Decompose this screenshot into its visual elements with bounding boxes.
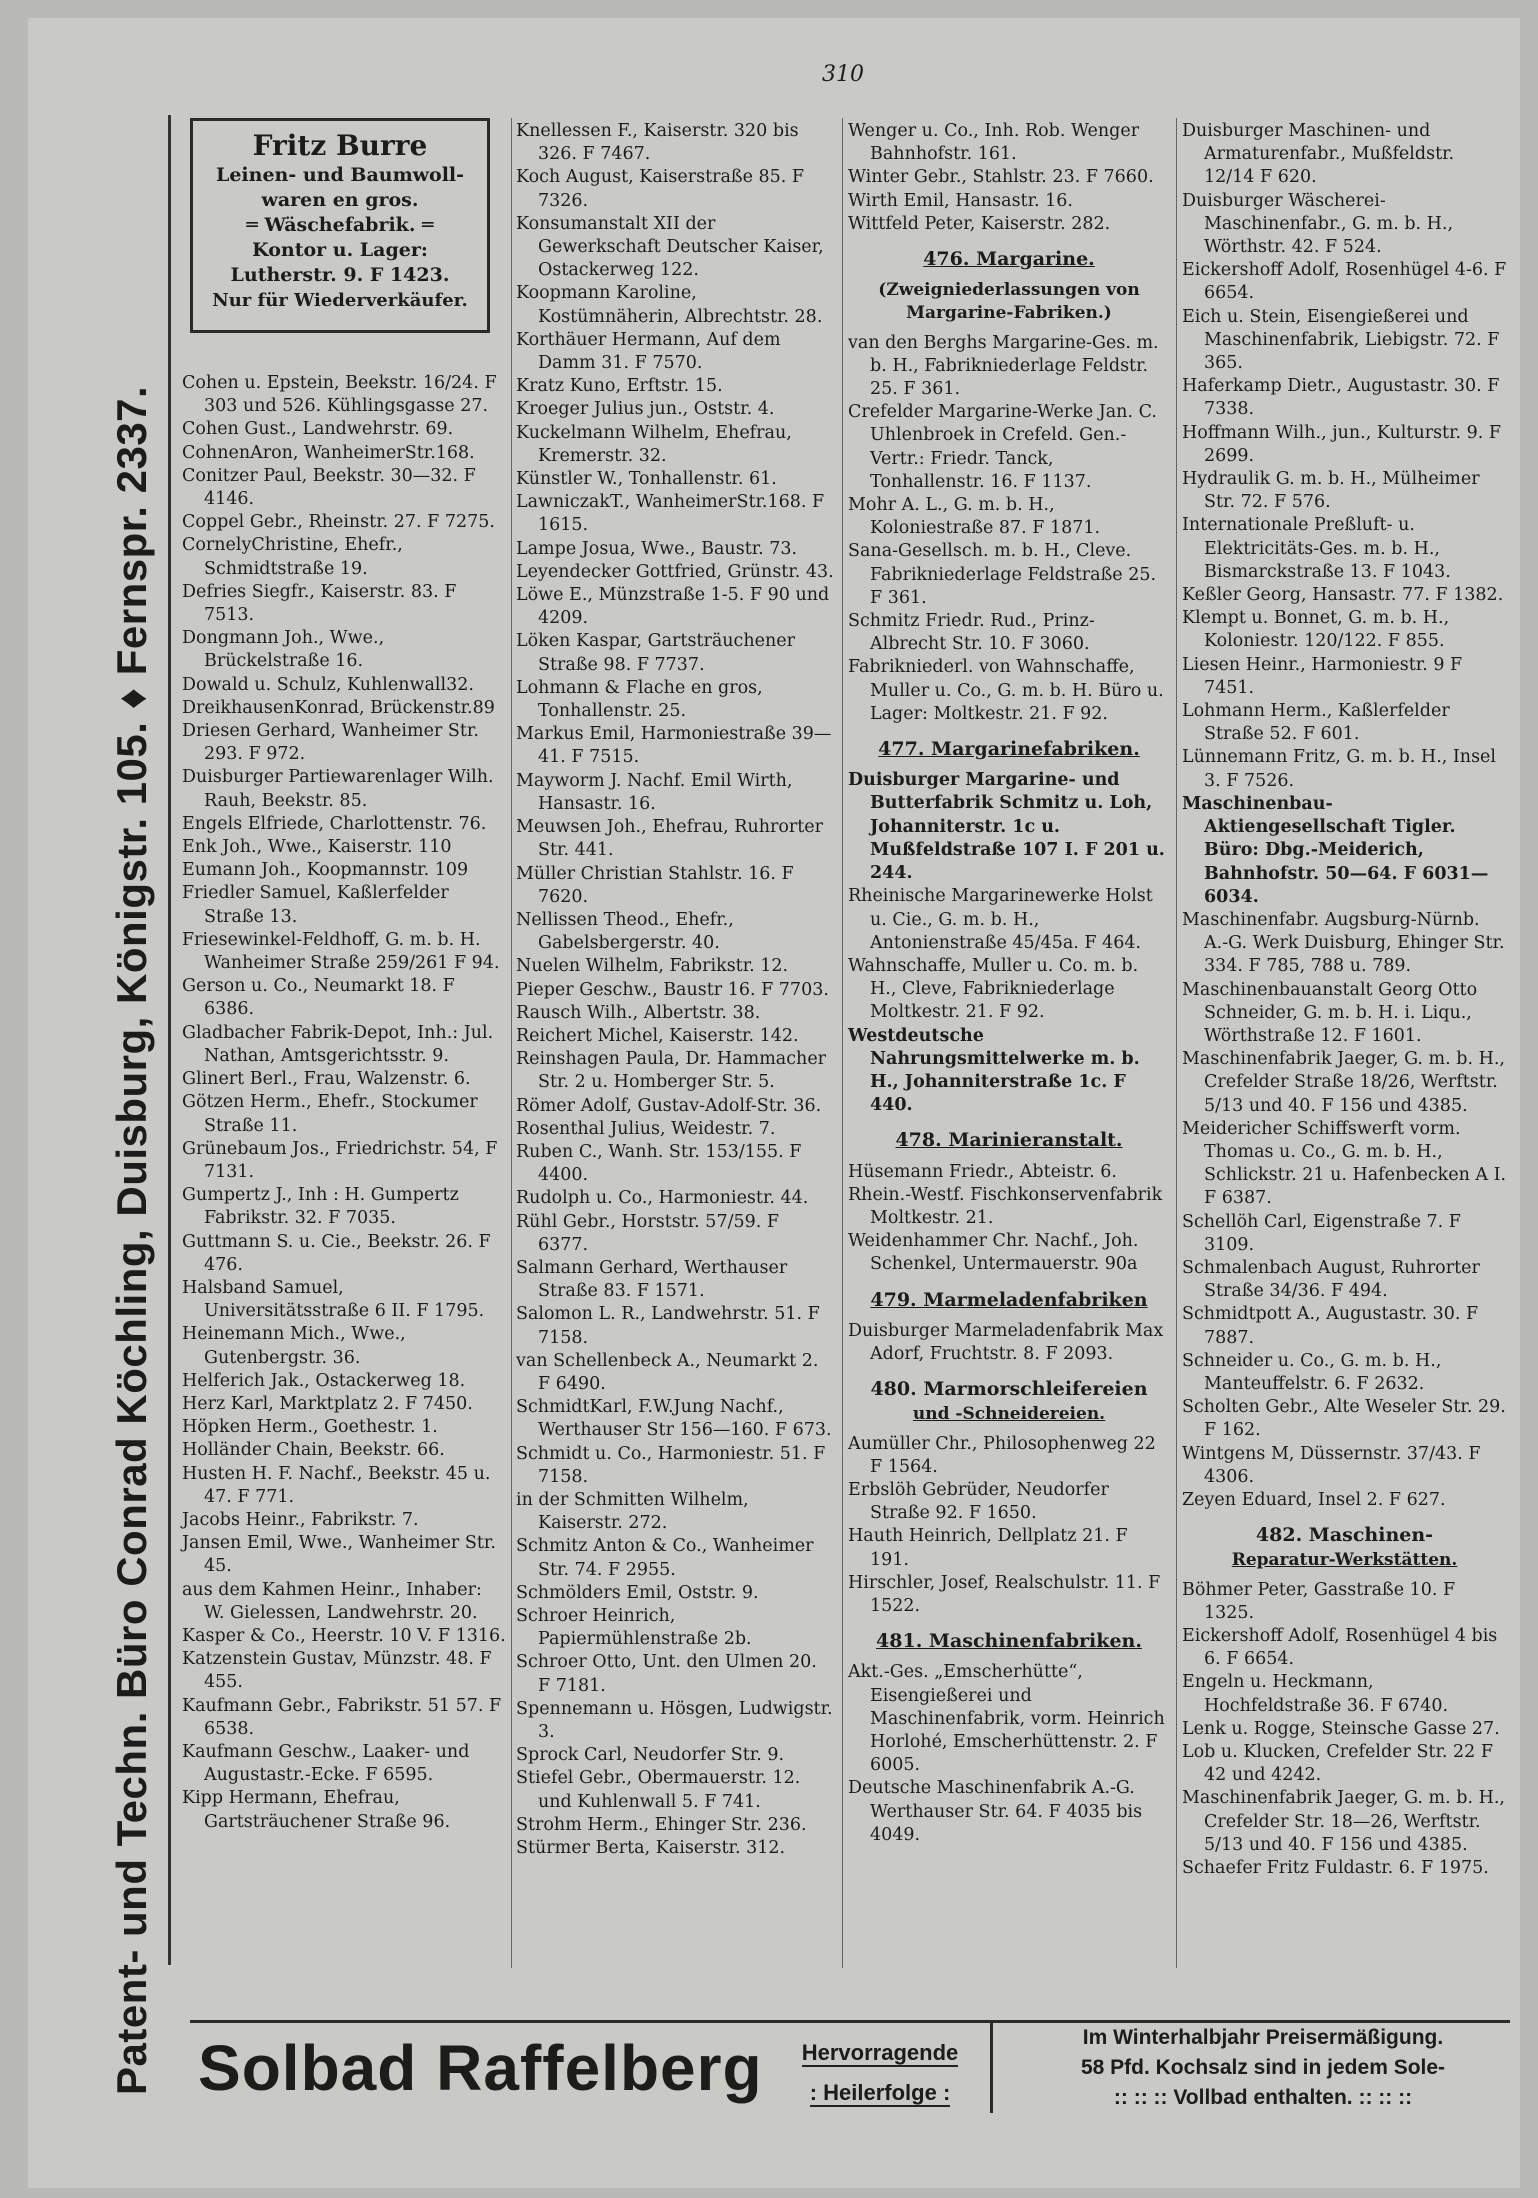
list-item: Sana-Gesellsch. m. b. H., Cleve. Fabrikniederlage Feldstraße 25. F 361. bbox=[848, 541, 1157, 608]
list-item: Glinert Berl., Frau, Walzenstr. 6. bbox=[182, 1069, 471, 1090]
entry-list bbox=[1182, 120, 1507, 1512]
section-heading-481: 481. Maschinenfabriken. bbox=[876, 1630, 1142, 1653]
list-item: Schneider u. Co., G. m. b. H., Manteuffelstr. 6. F 2632. bbox=[1182, 1350, 1442, 1394]
list-item: Duisburger Marmeladenfabrik Max Adorf, Fruchtstr. 8. F 2093. bbox=[848, 1320, 1164, 1364]
list-item: Löken Kaspar, Gartsträuchener Straße 98. F 7737. bbox=[516, 631, 795, 675]
list-item: Römer Adolf, Gustav-Adolf-Str. 36. bbox=[516, 1095, 822, 1116]
list-item: DreikhausenKonrad, Brückenstr.89 bbox=[182, 697, 495, 718]
list-item: Duisburger Margarine- und Butterfabrik Schmitz u. Loh, Johanniterstr. 1c u. Mußfeldstraße 107 I. F 201 u. 244. bbox=[848, 770, 1165, 884]
list-item: Rhein.-Westf. Fischkonservenfabrik Moltkestr. 21. bbox=[848, 1184, 1163, 1228]
list-item: Crefelder Margarine-Werke Jan. C. Uhlenbroek in Crefeld. Gen.-Vertr.: Friedr. Tanck, Tonhallenstr. 16. F 1137. bbox=[848, 402, 1157, 492]
list-item: Lob u. Klucken, Crefelder Str. 22 F 42 und 4242. bbox=[1182, 1742, 1494, 1786]
list-item: Duisburger Partiewarenlager Wilh. Rauh, Beekstr. 85. bbox=[182, 767, 494, 811]
entry-list bbox=[848, 332, 1170, 726]
list-item: CohnenAron, WanheimerStr.168. bbox=[182, 442, 475, 463]
list-item: Hüsemann Friedr., Abteistr. 6. bbox=[848, 1161, 1117, 1182]
entry-list bbox=[848, 1433, 1170, 1619]
list-item: Maschinenbau-Aktiengesellschaft Tigler. Büro: Dbg.-Meiderich, Bahnhofstr. 50—64. F 6031—6034. bbox=[1182, 793, 1489, 907]
list-item: Holländer Chain, Beekstr. 66. bbox=[182, 1440, 445, 1461]
list-item: Ruben C., Wanh. Str. 153/155. F 4400. bbox=[516, 1141, 802, 1186]
list-item: Conitzer Paul, Beekstr. 30—32. F 4146. bbox=[182, 465, 476, 510]
list-item: Kasper & Co., Heerstr. 10 V. F 1316. bbox=[182, 1625, 506, 1646]
list-item: Weidenhammer Chr. Nachf., Joh. Schenkel, Untermauerstr. 90a bbox=[848, 1231, 1139, 1275]
list-item: Cohen Gust., Landwehrstr. 69. bbox=[182, 419, 454, 440]
list-item: Meuwsen Joh., Ehefrau, Ruhrorter Str. 441. bbox=[516, 817, 824, 861]
list-item: Lohmann Herm., Kaßlerfelder Straße 52. F 601. bbox=[1182, 701, 1450, 745]
list-item: Lampe Josua, Wwe., Baustr. 73. bbox=[516, 538, 798, 559]
side-divider bbox=[168, 115, 171, 1965]
list-item: Hoffmann Wilh., jun., Kulturstr. 9. F 2699. bbox=[1182, 422, 1502, 466]
list-item: Stiefel Gebr., Obermauerstr. 12. und Kuhlenwall 5. F 741. bbox=[516, 1768, 801, 1812]
list-item: Sprock Carl, Neudorfer Str. 9. bbox=[516, 1745, 785, 1766]
page-number: 310 bbox=[822, 62, 864, 87]
list-item: Reinshagen Paula, Dr. Hammacher Str. 2 u. Homberger Str. 5. bbox=[516, 1049, 827, 1093]
list-item: Aumüller Chr., Philosophenweg 22 F 1564. bbox=[848, 1433, 1156, 1477]
list-item: Mohr A. L., G. m. b. H., Koloniestraße 87. F 1871. bbox=[848, 495, 1101, 539]
ad-name: Fritz Burre bbox=[252, 129, 428, 162]
column-1 bbox=[182, 372, 507, 1834]
list-item: Keßler Georg, Hansastr. 77. F 1382. bbox=[1182, 585, 1504, 606]
list-item: Rosenthal Julius, Weidestr. 7. bbox=[516, 1118, 776, 1139]
list-item: Husten H. F. Nachf., Beekstr. 45 u. 47. F 771. bbox=[182, 1463, 491, 1507]
list-item: Hydraulik G. m. b. H., Mülheimer Str. 72. F 576. bbox=[1182, 469, 1480, 513]
list-item: Internationale Preßluft- u. Elektricitäts-Ges. m. b. H., Bismarckstraße 13. F 1043. bbox=[1182, 515, 1451, 582]
list-item: Götzen Herm., Ehefr., Stockumer Straße 11. bbox=[182, 1092, 478, 1136]
list-item: Mayworm J. Nachf. Emil Wirth, Hansastr. 16. bbox=[516, 770, 793, 814]
list-item: Liesen Heinr., Harmoniestr. 9 F 7451. bbox=[1182, 654, 1463, 698]
list-item: Zeyen Eduard, Insel 2. F 627. bbox=[1182, 1489, 1446, 1510]
ad-right-line: 58 Pfd. Kochsalz sind in jedem Sole- bbox=[1080, 2056, 1446, 2079]
list-item: Herz Karl, Marktplatz 2. F 7450. bbox=[182, 1393, 473, 1414]
list-item: Jacobs Heinr., Fabrikstr. 7. bbox=[182, 1509, 419, 1530]
section-heading-479: 479. Marmeladenfabriken bbox=[870, 1288, 1148, 1311]
list-item: Heinemann Mich., Wwe., Gutenbergstr. 36. bbox=[182, 1324, 406, 1368]
solbad-title: Solbad Raffelberg bbox=[198, 2032, 763, 2104]
list-item: Müller Christian Stahlstr. 16. F 7620. bbox=[516, 863, 794, 907]
ad-mid-line: Hervorragende bbox=[801, 2040, 959, 2065]
list-item: Scholten Gebr., Alte Weseler Str. 29. F 162. bbox=[1182, 1397, 1506, 1441]
section-heading-482: 482. Maschinen- bbox=[1255, 1524, 1434, 1547]
list-item: Wintgens M, Düssernstr. 37/43. F 4306. bbox=[1182, 1443, 1481, 1487]
list-item: Guttmann S. u. Cie., Beekstr. 26. F 476. bbox=[182, 1231, 491, 1275]
ad-line: Leinen- und Baumwoll- bbox=[215, 164, 465, 186]
list-item: Knellessen F., Kaiserstr. 320 bis 326. F 7467. bbox=[516, 121, 799, 165]
list-item: Engels Elfriede, Charlottenstr. 76. bbox=[182, 813, 487, 834]
list-item: Wirth Emil, Hansastr. 16. bbox=[848, 190, 1073, 211]
list-item: Cohen u. Epstein, Beekstr. 16/24. F 303 und 526. Kühlingsgasse 27. bbox=[182, 373, 497, 417]
list-item: Maschinenfabr. Augsburg-Nürnb. A.-G. Werk Duisburg, Ehinger Str. 334. F 785, 788 u. 789. bbox=[1182, 909, 1505, 977]
list-item: Kroeger Julius jun., Oststr. 4. bbox=[516, 399, 775, 420]
list-item: Schmölders Emil, Oststr. 9. bbox=[516, 1582, 759, 1603]
list-item: CornelyChristine, Ehefr., Schmidtstraße 19. bbox=[182, 535, 403, 579]
list-item: Schmitz Anton & Co., Wanheimer Str. 74. F 2955. bbox=[516, 1536, 814, 1580]
list-item: Duisburger Wäscherei-Maschinenfabr., G. m. b. H., Wörthstr. 42. F 524. bbox=[1182, 190, 1454, 258]
list-item: Schellöh Carl, Eigenstraße 7. F 3109. bbox=[1182, 1211, 1461, 1255]
list-item: Maschinenfabrik Jaeger, G. m. b. H., Crefelder Straße 18/26, Werftstr. 5/13 und 40. F 156 und 4385. bbox=[1182, 1049, 1505, 1116]
list-item: Grünebaum Jos., Friedrichstr. 54, F 7131. bbox=[182, 1138, 498, 1182]
list-item: Kratz Kuno, Erftstr. 15. bbox=[516, 376, 723, 397]
list-item: Coppel Gebr., Rheinstr. 27. F 7275. bbox=[182, 512, 495, 533]
list-item: Driesen Gerhard, Wanheimer Str. 293. F 972. bbox=[182, 721, 479, 765]
list-item: Meidericher Schiffswerft vorm. Thomas u. Co., G. m. b. H., Schlickstr. 21 u. Hafenbecken A I. F 6387. bbox=[1182, 1118, 1507, 1209]
list-item: Korthäuer Hermann, Auf dem Damm 31. F 7570. bbox=[516, 329, 781, 374]
list-item: Markus Emil, Harmoniestraße 39—41. F 7515. bbox=[516, 724, 832, 768]
list-item: Wittfeld Peter, Kaiserstr. 282. bbox=[848, 213, 1111, 234]
section-heading-477: 477. Margarinefabriken. bbox=[878, 738, 1140, 761]
list-item: Kipp Hermann, Ehefrau, Gartsträuchener Straße 96. bbox=[182, 1788, 451, 1832]
list-item: Erbslöh Gebrüder, Neudorfer Straße 92. F 1650. bbox=[848, 1479, 1109, 1524]
ad-right-line: :: :: :: Vollbad enthalten. :: :: :: bbox=[1113, 2086, 1413, 2109]
list-item: van Schellenbeck A., Neumarkt 2. F 6490. bbox=[516, 1350, 819, 1394]
entry-list bbox=[1182, 1579, 1507, 1881]
section-subheading-480: und -Schneidereien. bbox=[912, 1404, 1106, 1425]
list-item: Haferkamp Dietr., Augustastr. 30. F 7338. bbox=[1182, 376, 1500, 420]
list-item: Stürmer Berta, Kaiserstr. 312. bbox=[516, 1838, 786, 1859]
list-item: Reichert Michel, Kaiserstr. 142. bbox=[516, 1025, 799, 1046]
list-item: Lenk u. Rogge, Steinsche Gasse 27. bbox=[1182, 1718, 1500, 1739]
entry-list bbox=[848, 1661, 1170, 1847]
ad-line: waren en gros. bbox=[261, 189, 419, 211]
list-item: Friesewinkel-Feldhoff, G. m. b. H. Wanheimer Straße 259/261 F 94. bbox=[182, 929, 500, 974]
list-item: Lohmann & Flache en gros, Tonhallenstr. 25. bbox=[516, 677, 763, 722]
section-heading-478: 478. Marinieranstalt. bbox=[895, 1129, 1123, 1152]
column-2 bbox=[516, 120, 834, 1860]
list-item: Gerson u. Co., Neumarkt 18. F 6386. bbox=[182, 976, 455, 1020]
ad-middle-text bbox=[790, 2033, 970, 2113]
side-banner: Patent- und Techn. Büro Conrad Köchling, Duisburg, Königstr. 105. ♦ Fernspr. 2337. bbox=[108, 385, 155, 2095]
list-item: Rühl Gebr., Horststr. 57/59. F 6377. bbox=[516, 1211, 780, 1255]
list-item: Schaefer Fritz Fuldastr. 6. F 1975. bbox=[1182, 1858, 1489, 1879]
list-item: Künstler W., Tonhallenstr. 61. bbox=[516, 469, 777, 490]
list-item: Fabrikniederl. von Wahnschaffe, Muller u. Co., G. m. b. H. Büro u. Lager: Moltkestr. 21. F 92. bbox=[848, 657, 1164, 724]
list-item: Schmidt u. Co., Harmoniestr. 51. F 7158. bbox=[516, 1443, 826, 1487]
entry-list bbox=[848, 1161, 1170, 1277]
list-item: Gladbacher Fabrik-Depot, Inh.: Jul. Nathan, Amtsgerichtsstr. 9. bbox=[182, 1022, 494, 1066]
ad-line: Nur für Wiederverkäufer. bbox=[212, 290, 468, 311]
list-item: Rheinische Margarinewerke Holst u. Cie., G. m. b. H., Antonienstraße 45/45a. F 464. bbox=[848, 886, 1153, 953]
list-item: Eich u. Stein, Eisengießerei und Maschinenfabrik, Liebigstr. 72. F 365. bbox=[1182, 306, 1500, 374]
list-item: Gumpertz J., Inh : H. Gumpertz Fabrikstr. 32. F 7035. bbox=[182, 1185, 459, 1229]
list-item: aus dem Kahmen Heinr., Inhaber: W. Gielessen, Landwehrstr. 20. bbox=[182, 1579, 482, 1623]
list-item: Friedler Samuel, Kaßlerfelder Straße 13. bbox=[182, 883, 449, 927]
ad-line: Kontor u. Lager: bbox=[252, 239, 428, 261]
ad-box-burre bbox=[190, 118, 490, 333]
ad-mid-line: : Heilerfolge : bbox=[809, 2080, 951, 2105]
list-item: in der Schmitten Wilhelm, Kaiserstr. 272. bbox=[516, 1489, 749, 1534]
list-item: Nellissen Theod., Ehefr., Gabelsbergerstr. 40. bbox=[516, 909, 734, 954]
list-item: Eumann Joh., Koopmannstr. 109 bbox=[182, 860, 469, 881]
column-3 bbox=[848, 120, 1170, 1847]
ad-right-text bbox=[990, 2023, 1523, 2113]
list-item: Akt.-Ges. „Emscherhütte“, Eisengießerei und Maschinenfabrik, vorm. Heinrich Horlohé, Emscherhüttenstr. 2. F 6005. bbox=[848, 1662, 1165, 1776]
list-item: Salmann Gerhard, Werthauser Straße 83. F 1571. bbox=[516, 1257, 788, 1302]
list-item: Schroer Otto, Unt. den Ulmen 20. F 7181. bbox=[516, 1652, 817, 1696]
list-item: Salomon L. R., Landwehrstr. 51. F 7158. bbox=[516, 1304, 820, 1348]
list-item: Helferich Jak., Ostackerweg 18. bbox=[182, 1370, 466, 1391]
ad-line: Lutherstr. 9. F 1423. bbox=[230, 264, 450, 286]
entry-list bbox=[848, 120, 1170, 236]
list-item: Lünnemann Fritz, G. m. b. H., Insel 3. F 7526. bbox=[1182, 747, 1497, 791]
list-item: Deutsche Maschinenfabrik A.-G. Werthauser Str. 64. F 4035 bis 4049. bbox=[848, 1778, 1143, 1845]
list-item: Eickershoff Adolf, Rosenhügel 4-6. F 6654. bbox=[1182, 260, 1507, 304]
list-item: Jansen Emil, Wwe., Wanheimer Str. 45. bbox=[182, 1533, 496, 1577]
list-item: Westdeutsche Nahrungsmittelwerke m. b. H., Johanniterstraße 1c. F 440. bbox=[848, 1025, 1140, 1116]
list-item: Schroer Heinrich, Papiermühlenstraße 2b. bbox=[516, 1606, 752, 1650]
entry-list bbox=[848, 769, 1170, 1117]
section-subheading-476: (Zweigniederlassungen von Margarine-Fabriken.) bbox=[878, 280, 1140, 324]
list-item: Duisburger Maschinen- und Armaturenfabr., Mußfeldstr. 12/14 F 620. bbox=[1182, 121, 1455, 188]
list-item: SchmidtKarl, F.W.Jung Nachf., Werthauser Str 156—160. F 673. bbox=[516, 1397, 832, 1441]
list-item: Halsband Samuel, Universitätsstraße 6 II. F 1795. bbox=[182, 1277, 485, 1322]
list-item: Nuelen Wilhelm, Fabrikstr. 12. bbox=[516, 956, 789, 977]
list-item: Löwe E., Münzstraße 1-5. F 90 und 4209. bbox=[516, 585, 830, 629]
list-item: Defries Siegfr., Kaiserstr. 83. F 7513. bbox=[182, 581, 457, 626]
list-item: Wahnschaffe, Muller u. Co. m. b. H., Cleve, Fabrikniederlage Moltkestr. 21. F 92. bbox=[848, 955, 1139, 1023]
list-item: Höpken Herm., Goethestr. 1. bbox=[182, 1417, 438, 1438]
list-item: Engeln u. Heckmann, Hochfeldstraße 36. F 6740. bbox=[1182, 1672, 1449, 1716]
list-item: Kaufmann Geschw., Laaker- und Augustastr.-Ecke. F 6595. bbox=[182, 1741, 470, 1786]
list-item: Schmalenbach August, Ruhrorter Straße 34/36. F 494. bbox=[1182, 1257, 1480, 1302]
list-item: Hirschler, Josef, Realschulstr. 11. F 1522. bbox=[848, 1572, 1161, 1616]
ad-line: ═ Wäschefabrik. ═ bbox=[246, 214, 434, 236]
list-item: Strohm Herm., Ehinger Str. 236. bbox=[516, 1814, 807, 1835]
list-item: Schmitz Friedr. Rud., Prinz-Albrecht Str. 10. F 3060. bbox=[848, 611, 1095, 655]
list-item: Koch August, Kaiserstraße 85. F 7326. bbox=[516, 167, 805, 211]
list-item: van den Berghs Margarine-Ges. m. b. H., Fabrikniederlage Feldstr. 25. F 361. bbox=[848, 332, 1159, 400]
list-item: Böhmer Peter, Gasstraße 10. F 1325. bbox=[1182, 1579, 1456, 1623]
column-divider bbox=[511, 118, 512, 1968]
section-heading-480: 480. Marmorschleifereien bbox=[870, 1378, 1148, 1401]
column-4 bbox=[1182, 120, 1507, 1880]
list-item: LawniczakT., WanheimerStr.168. F 1615. bbox=[516, 492, 825, 536]
list-item: Koopmann Karoline, Kostümnäherin, Albrechtstr. 28. bbox=[516, 283, 823, 327]
list-item: Maschinenbauanstalt Georg Otto Schneider, G. m. b. H. i. Liqu., Wörthstraße 12. F 1601. bbox=[1182, 979, 1478, 1046]
list-item: Wenger u. Co., Inh. Rob. Wenger Bahnhofstr. 161. bbox=[848, 121, 1140, 165]
list-item: Klempt u. Bonnet, G. m. b. H., Koloniestr. 120/122. F 855. bbox=[1182, 608, 1450, 652]
list-item: Leyendecker Gottfried, Grünstr. 43. bbox=[516, 561, 834, 582]
list-item: Hauth Heinrich, Dellplatz 21. F 191. bbox=[848, 1526, 1128, 1570]
column-divider bbox=[1176, 118, 1177, 1968]
list-item: Winter Gebr., Stahlstr. 23. F 7660. bbox=[848, 167, 1154, 188]
entry-list bbox=[848, 1320, 1170, 1366]
list-item: Dongmann Joh., Wwe., Brückelstraße 16. bbox=[182, 628, 385, 672]
list-item: Rudolph u. Co., Harmoniestr. 44. bbox=[516, 1188, 809, 1209]
bottom-advertisement bbox=[190, 2020, 1510, 2123]
section-subheading-482: Reparatur-Werkstätten. bbox=[1231, 1550, 1458, 1571]
section-heading-476: 476. Margarine. bbox=[923, 248, 1095, 271]
list-item: Dowald u. Schulz, Kuhlenwall32. bbox=[182, 674, 474, 695]
list-item: Enk Joh., Wwe., Kaiserstr. 110 bbox=[182, 837, 452, 858]
list-item: Spennemann u. Hösgen, Ludwigstr. 3. bbox=[516, 1698, 833, 1743]
column-divider bbox=[842, 118, 843, 1968]
list-item: Maschinenfabrik Jaeger, G. m. b. H., Crefelder Str. 18—26, Werftstr. 5/13 und 40. F 156 und 4385. bbox=[1182, 1788, 1505, 1855]
list-item: Kaufmann Gebr., Fabrikstr. 51 57. F 6538. bbox=[182, 1695, 502, 1739]
list-item: Kuckelmann Wilhelm, Ehefrau, Kremerstr. 32. bbox=[516, 422, 792, 466]
list-item: Schmidtpott A., Augustastr. 30. F 7887. bbox=[1182, 1304, 1479, 1348]
list-item: Konsumanstalt XII der Gewerkschaft Deutscher Kaiser, Ostackerweg 122. bbox=[516, 213, 824, 281]
list-item: Pieper Geschw., Baustr 16. F 7703. bbox=[516, 979, 829, 1000]
list-item: Rausch Wilh., Albertstr. 38. bbox=[516, 1002, 761, 1023]
ad-right-line: Im Winterhalbjahr Preisermäßigung. bbox=[1082, 2026, 1444, 2049]
list-item: Katzenstein Gustav, Münzstr. 48. F 455. bbox=[182, 1649, 492, 1693]
list-item: Eickershoff Adolf, Rosenhügel 4 bis 6. F 6654. bbox=[1182, 1626, 1498, 1670]
